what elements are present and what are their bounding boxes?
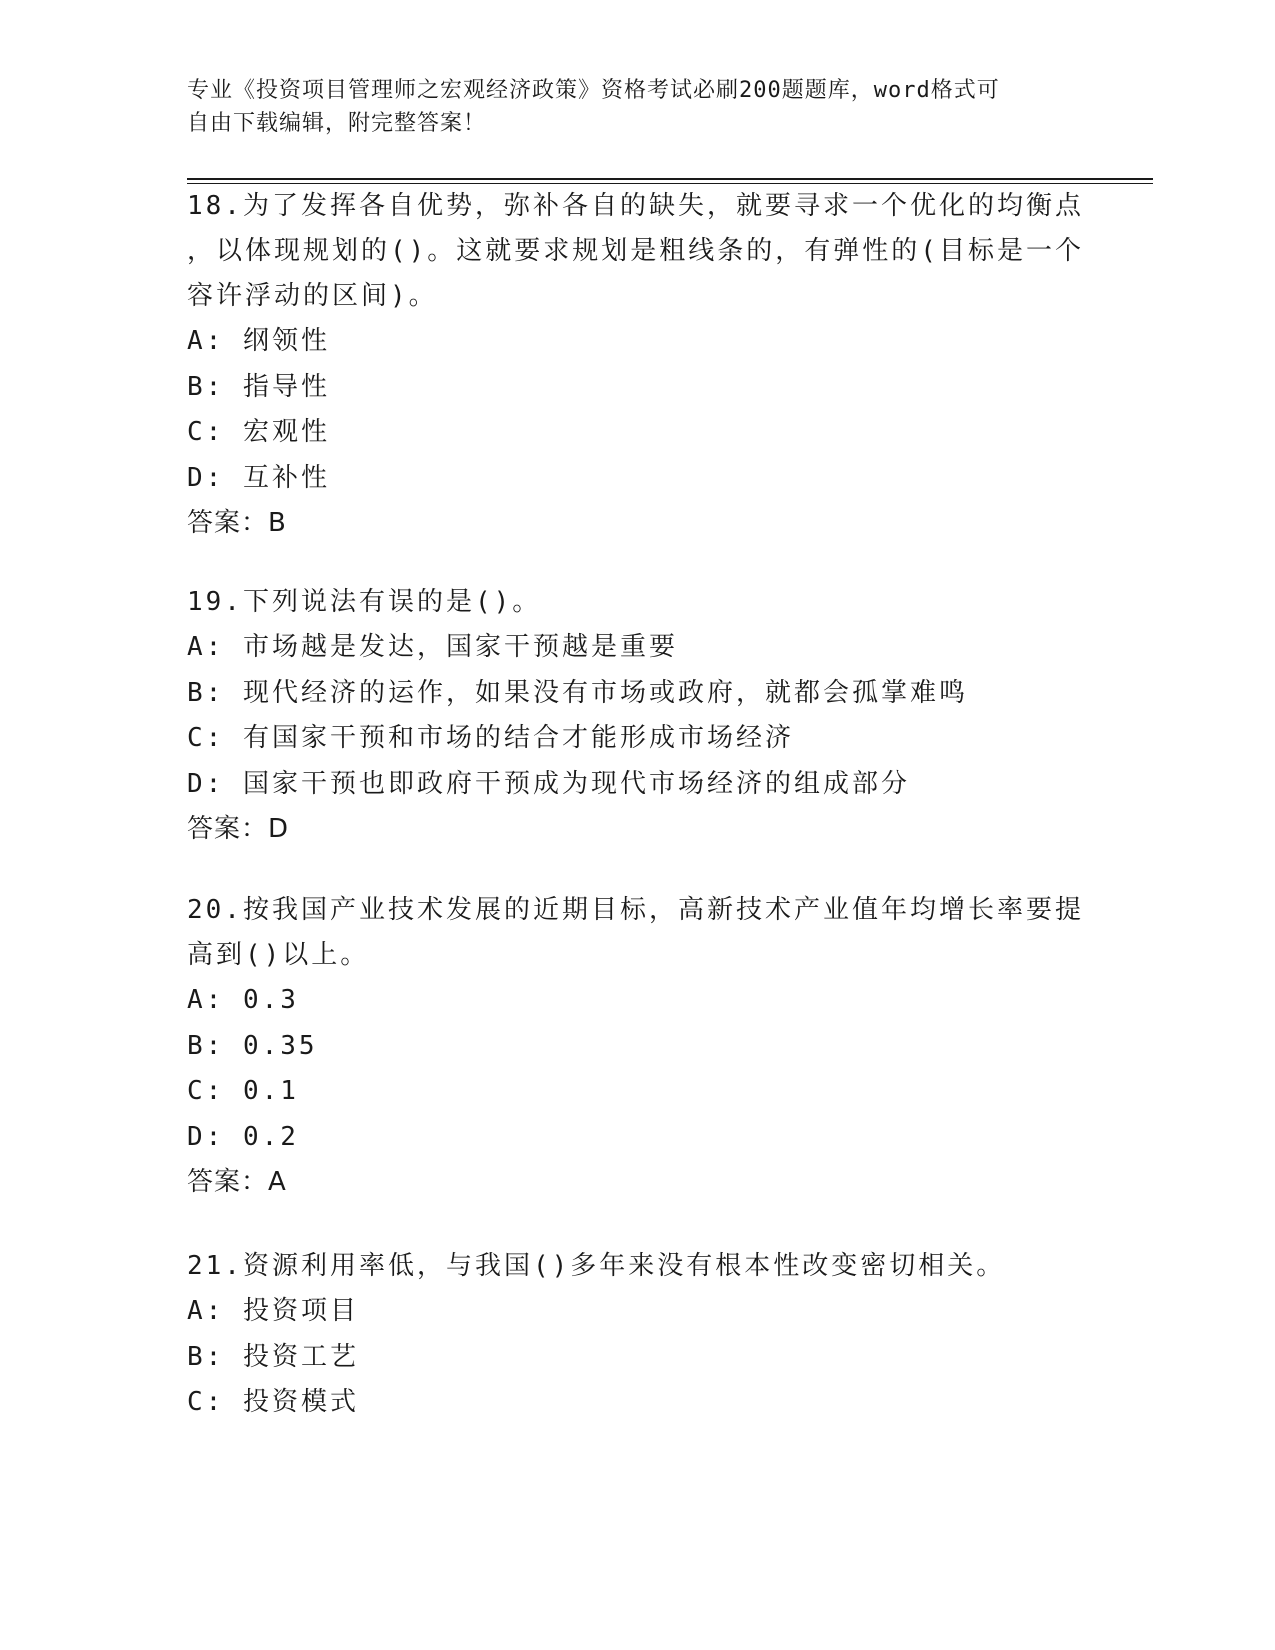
question-stem-line: 容许浮动的区间)。 xyxy=(187,281,438,311)
option-b: B: 指导性 xyxy=(187,371,330,402)
header-line-1: 专业《投资项目管理师之宏观经济政策》资格考试必刷200题题库，word格式可 xyxy=(187,78,1000,103)
document-header xyxy=(187,74,1087,140)
option-a: A: 投资项目 xyxy=(187,1296,359,1326)
question-stem-line: ，以体现规划的()。这就要求规划是粗线条的，有弹性的(目标是一个 xyxy=(187,236,1084,266)
answer: 答案：B xyxy=(187,508,287,538)
answer: 答案：A xyxy=(187,1167,287,1197)
option-d: D: 互补性 xyxy=(187,462,330,493)
option-b: B: 0.35 xyxy=(187,1030,318,1061)
question-19 xyxy=(187,580,1087,852)
question-stem-line: 20.按我国产业技术发展的近期目标，高新技术产业值年均增长率要提 xyxy=(187,895,1084,925)
option-a: A: 市场越是发达，国家干预越是重要 xyxy=(187,632,678,662)
option-b: B: 现代经济的运作，如果没有市场或政府，就都会孤掌难鸣 xyxy=(187,677,968,708)
question-21 xyxy=(187,1244,1087,1426)
option-b: B: 投资工艺 xyxy=(187,1341,359,1372)
question-stem-line: 19.下列说法有误的是()。 xyxy=(187,587,542,617)
option-c: C: 有国家干预和市场的结合才能形成市场经济 xyxy=(187,723,794,753)
question-18 xyxy=(187,184,1087,546)
option-a: A: 纲领性 xyxy=(187,326,330,356)
header-divider-thick xyxy=(187,178,1153,180)
option-c: C: 投资模式 xyxy=(187,1387,359,1417)
option-d: D: 0.2 xyxy=(187,1121,299,1152)
option-d: D: 国家干预也即政府干预成为现代市场经济的组成部分 xyxy=(187,768,910,799)
question-20 xyxy=(187,888,1087,1205)
question-stem-line: 21.资源利用率低，与我国()多年来没有根本性改变密切相关。 xyxy=(187,1251,1006,1281)
question-stem-line: 高到()以上。 xyxy=(187,940,370,970)
header-line-2: 自由下载编辑，附完整答案！ xyxy=(187,111,487,136)
option-c: C: 宏观性 xyxy=(187,417,330,447)
option-a: A: 0.3 xyxy=(187,985,299,1015)
question-stem-line: 18.为了发挥各自优势，弥补各自的缺失，就要寻求一个优化的均衡点 xyxy=(187,191,1084,221)
answer: 答案：D xyxy=(187,814,290,844)
option-c: C: 0.1 xyxy=(187,1076,299,1106)
